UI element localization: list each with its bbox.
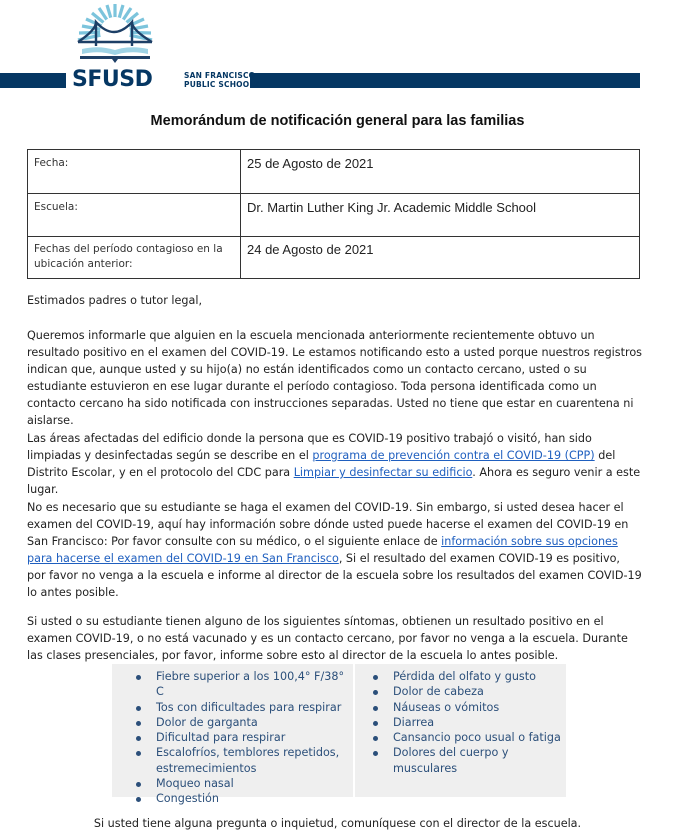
symptom-item: Dolores del cuerpo y musculares — [393, 745, 566, 776]
symptoms-column-right — [355, 664, 566, 797]
info-value: 24 de Agosto de 2021 — [241, 237, 640, 279]
info-label: Fecha: — [28, 150, 241, 194]
header-bar-right — [250, 73, 640, 88]
paragraph-testing — [27, 499, 642, 601]
testing-options-link[interactable]: información sobre sus opciones para hacerse el examen del COVID-19 en San Francisco — [27, 535, 618, 565]
symptom-item: Escalofríos, temblores repetidos, estremecimientos — [156, 745, 353, 776]
text: No es necesario que su estudiante se haga el examen del COVID-19. Sin embargo, si usted desea hacer el examen del COVID-19, aquí hay información sobre dónde usted puede hacerse el examen del COVID-19 en San Francisco: Por favor consulte con su médico, o el siguiente enlace de — [27, 501, 629, 548]
paragraph-cleaning — [27, 430, 642, 498]
paragraph-symptoms-intro: Si usted o su estudiante tienen alguno de los siguientes síntomas, obtienen un resultado positivo en el examen COVID-19, o no está vacunado y es un contacto cercano, por favor no venga a la escuela. Durante las clases presenciales, por favor, informe sobre esto al director de la escuela lo antes posible. — [27, 615, 628, 662]
document-title: Memorándum de notificación general para las familias — [150, 113, 525, 129]
subtitle-line-2: PUBLIC SCHOOLS — [184, 80, 260, 89]
info-value: Dr. Martin Luther King Jr. Academic Middle School — [241, 194, 640, 237]
info-value: 25 de Agosto de 2021 — [241, 150, 640, 194]
info-label: Escuela: — [28, 194, 241, 237]
text: Las áreas afectadas del edificio donde la persona que es COVID-19 positivo trabajó o visitó, han sido limpiadas y desinfectadas según se describe en el — [27, 432, 592, 462]
info-table — [27, 149, 640, 279]
info-row-date — [28, 150, 640, 194]
header-bar-left — [0, 73, 66, 88]
info-row-contagious-period — [28, 237, 640, 279]
symptom-item: Cansancio poco usual o fatiga — [393, 730, 566, 745]
symptoms-list-right — [355, 669, 566, 776]
symptom-item: Diarrea — [393, 715, 566, 730]
text: . Ahora es seguro venir a este lugar. — [27, 466, 641, 496]
symptom-item: Dolor de garganta — [156, 715, 353, 730]
symptom-item: Fiebre superior a los 100,4° F/38° C — [156, 669, 353, 700]
symptoms-box — [112, 664, 566, 806]
symptoms-list-left — [112, 669, 353, 807]
symptom-item: Dolor de cabeza — [393, 684, 566, 699]
closing-line: Si usted tiene alguna pregunta o inquietud, comuníquese con el director de la escuela. — [93, 817, 582, 830]
symptom-item: Tos con dificultades para respirar — [156, 700, 353, 715]
cdc-cleaning-link[interactable]: Limpiar y desinfectar su edificio — [293, 466, 473, 479]
greeting: Estimados padres o tutor legal, — [27, 294, 203, 307]
symptom-item: Pérdida del olfato y gusto — [393, 669, 566, 684]
symptom-item: Náuseas o vómitos — [393, 700, 566, 715]
text: del Distrito Escolar, y en el protocolo del CDC para — [27, 449, 616, 479]
cpp-program-link[interactable]: programa de prevención contra el COVID-19 (CPP) — [312, 449, 595, 462]
sfusd-logo-icon — [74, 2, 156, 66]
sfusd-subtitle — [184, 71, 260, 89]
symptom-item: Dificultad para respirar — [156, 730, 353, 745]
sfusd-header — [0, 0, 675, 95]
info-label: Fechas del período contagioso en la ubicación anterior: — [28, 237, 241, 279]
info-row-school — [28, 194, 640, 237]
subtitle-line-1: SAN FRANCISCO — [184, 71, 256, 80]
text: , Si el resultado del examen COVID-19 es positivo, por favor no venga a la escuela e informe al director de la escuela sobre los resultados del examen COVID-19 lo antes posible. — [27, 552, 642, 599]
paragraph-notification: Queremos informarle que alguien en la escuela mencionada anteriormente recientemente obtuvo un resultado positivo en el examen del COVID-19. Le estamos notificando esto a usted porque nuestros registros indican que, aunque usted y su hijo(a) no están identificados como un contacto cercano, usted o su estudiante estuvieron en ese lugar durante el período contagioso. Toda persona identificada como un contacto cercano ha sido notificada con instrucciones separadas. Usted no tiene que estar en cuarentena ni aislarse. — [27, 329, 643, 427]
symptom-item: Congestión — [156, 791, 353, 806]
symptom-item: Moqueo nasal — [156, 776, 353, 791]
sfusd-wordmark: SFUSD — [72, 67, 153, 92]
symptoms-column-left — [112, 664, 353, 806]
